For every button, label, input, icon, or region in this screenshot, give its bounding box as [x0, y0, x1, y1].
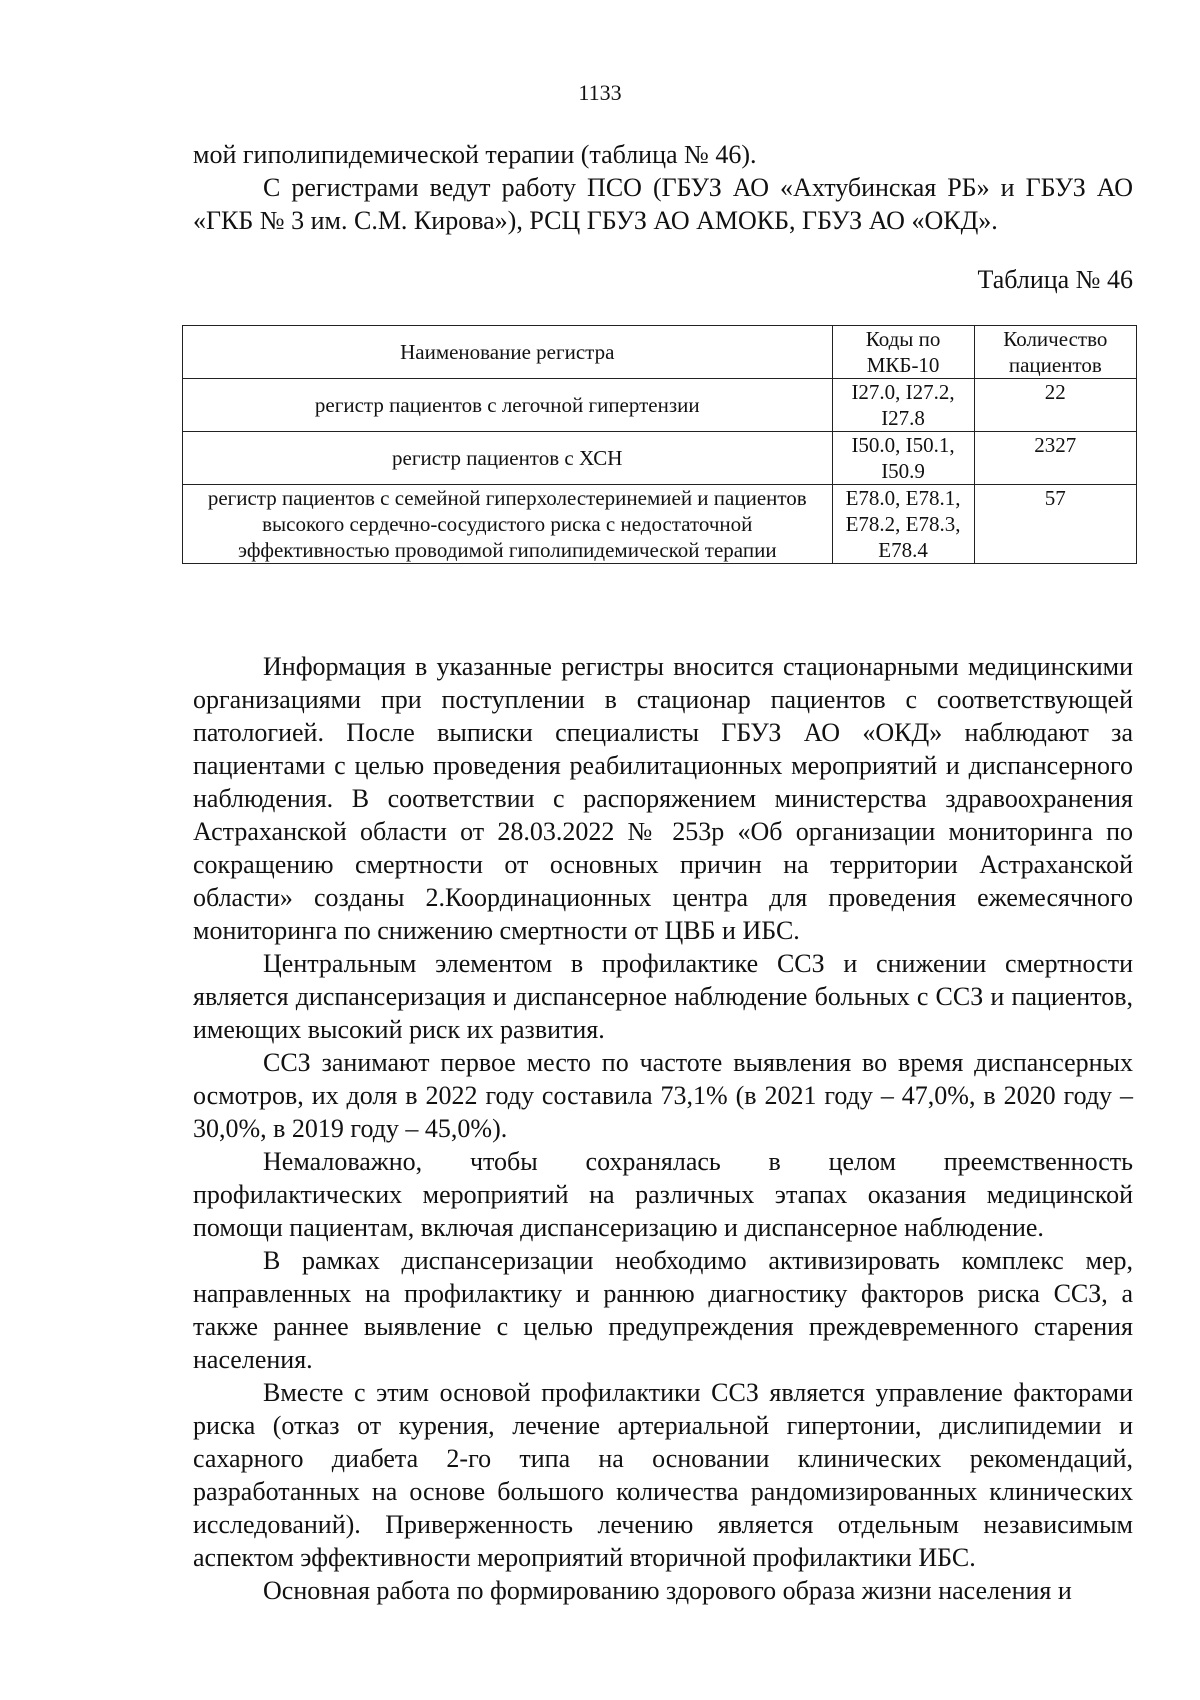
table-row	[183, 432, 1137, 485]
table-row	[183, 485, 1137, 564]
table-header-row	[183, 326, 1137, 379]
registry-name-cell: регистр пациентов с семейной гиперхолестеринемией и пациентов высокого сердечно-сосудистого риска с недостаточной эффективностью проводимой гиполипидемической терапии	[183, 485, 833, 564]
icd-codes-cell: I27.0, I27.2, I27.8	[832, 379, 974, 432]
patient-count-cell: 22	[974, 379, 1136, 432]
registry-table	[182, 325, 1137, 564]
body-paragraph: Вместе с этим основой профилактики ССЗ является управление факторами риска (отказ от курения, лечение артериальной гипертонии, дислипидемии и сахарного диабета 2-го типа на основании клинических рекомендаций, разработанных на основе большого количества рандомизированных клинических исследований). Приверженность лечению является отдельным независимым аспектом эффективности мероприятий вторичной профилактики ИБС.	[193, 1378, 1133, 1572]
intro-paragraph: С регистрами ведут работу ПСО (ГБУЗ АО «Ахтубинская РБ» и ГБУЗ АО «ГКБ № 3 им. С.М. Кирова»), РСЦ ГБУЗ АО АМОКБ, ГБУЗ АО «ОКД».	[193, 173, 1133, 235]
registry-name-cell: регистр пациентов с ХСН	[183, 432, 833, 485]
body-paragraph: Информация в указанные регистры вносится стационарными медицинскими организациями при поступлении в стационар пациентов с соответствующей патологией. После выписки специалисты ГБУЗ АО «ОКД» наблюдают за пациентами с целью проведения реабилитационных мероприятий и диспансерного наблюдения. В соответствии с распоряжением министерства здравоохранения Астраханской области от 28.03.2022 № 253р «Об организации мониторинга по сокращению смертности от основных причин на территории Астраханской области» созданы 2.Координационных центра для проведения ежемесячного мониторинга по снижению смертности от ЦВБ и ИБС.	[193, 652, 1133, 945]
body-paragraph: Центральным элементом в профилактике ССЗ и снижении смертности является диспансеризация и диспансерное наблюдение больных с ССЗ и пациентов, имеющих высокий риск их развития.	[193, 949, 1133, 1044]
registry-name-cell: регистр пациентов с легочной гипертензии	[183, 379, 833, 432]
icd-codes-cell: I50.0, I50.1, I50.9	[832, 432, 974, 485]
page-number: 1133	[578, 80, 622, 105]
body-paragraph: Немаловажно, чтобы сохранялась в целом преемственность профилактических мероприятий на различных этапах оказания медицинской помощи пациентам, включая диспансеризацию и диспансерное наблюдение.	[193, 1147, 1133, 1242]
patient-count-cell: 2327	[974, 432, 1136, 485]
header-registry-name: Наименование регистра	[183, 326, 833, 379]
body-paragraph: В рамках диспансеризации необходимо активизировать комплекс мер, направленных на профилактику и раннюю диагностику факторов риска ССЗ, а также раннее выявление с целью предупреждения преждевременного старения населения.	[193, 1246, 1133, 1374]
body-paragraph: ССЗ занимают первое место по частоте выявления во время диспансерных осмотров, их доля в 2022 году составила 73,1% (в 2021 году – 47,0%, в 2020 году – 30,0%, в 2019 году – 45,0%).	[193, 1048, 1133, 1143]
header-icd-codes: Коды по МКБ-10	[832, 326, 974, 379]
intro-line: мой гиполипидемической терапии (таблица № 46).	[193, 140, 757, 169]
intro-section	[193, 138, 1133, 237]
table-row	[183, 379, 1137, 432]
body-section	[193, 650, 1133, 1607]
header-patient-count: Количество пациентов	[974, 326, 1136, 379]
body-paragraph: Основная работа по формированию здорового образа жизни населения и	[263, 1576, 1072, 1605]
patient-count-cell: 57	[974, 485, 1136, 564]
table-caption: Таблица № 46	[977, 265, 1133, 294]
icd-codes-cell: E78.0, E78.1, E78.2, E78.3, E78.4	[832, 485, 974, 564]
